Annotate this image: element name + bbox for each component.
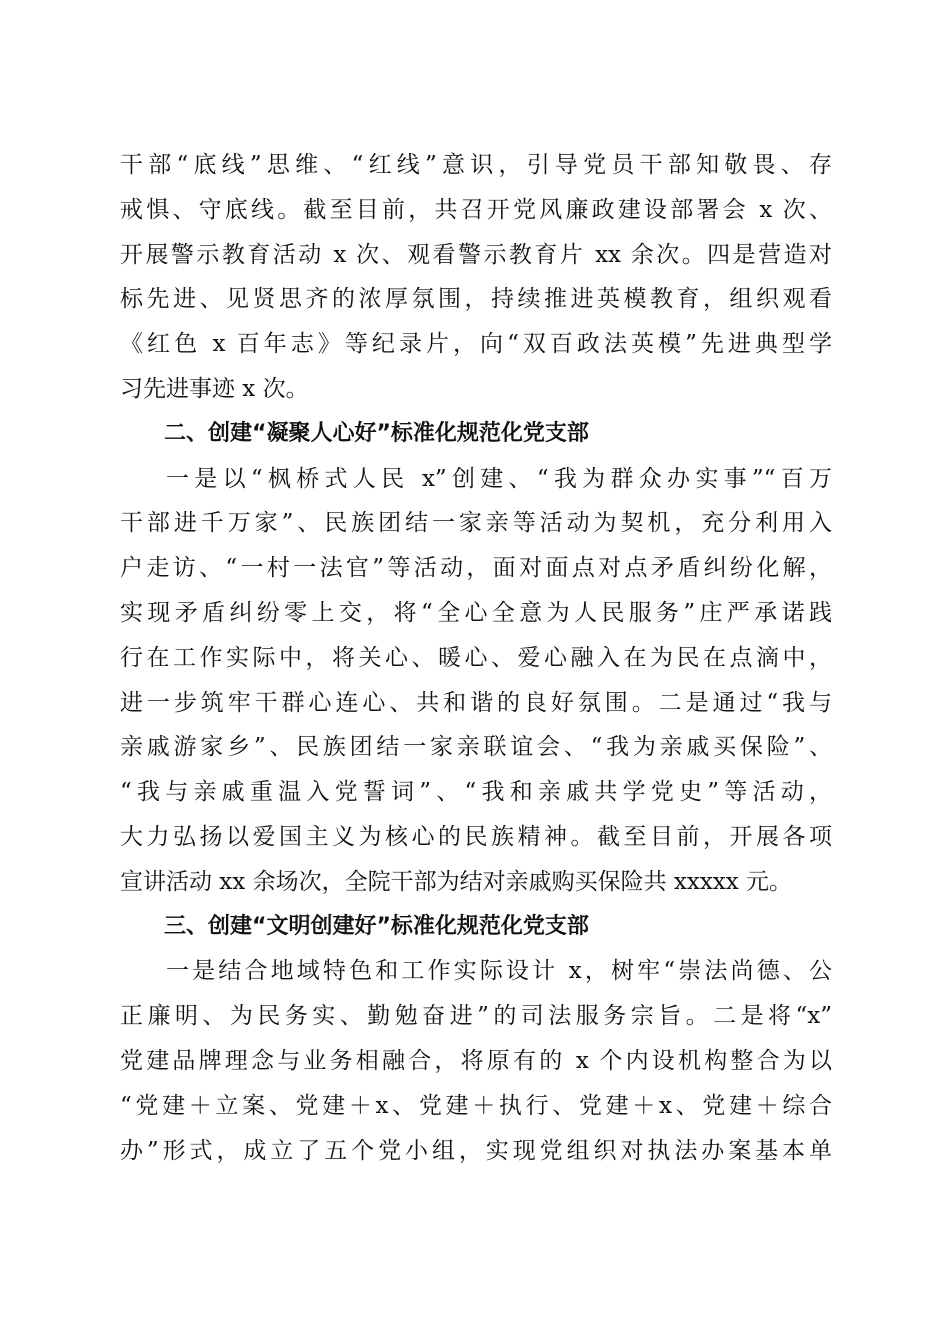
body-line: 戒惧、守底线。截至目前，共召开党风廉政建设部署会 x 次、 xyxy=(120,196,832,223)
body-line: 一是结合地域特色和工作实际设计 x，树牢“崇法尚德、公 xyxy=(166,958,832,985)
body-line: 开展警示教育活动 x 次、观看警示教育片 xx 余次。四是营造对 xyxy=(120,241,832,268)
section-heading: 二、创建“凝聚人心好”标准化规范化党支部 xyxy=(164,420,589,446)
body-line: 《红色 x 百年志》等纪录片，向“双百政法英模”先进典型学 xyxy=(120,331,832,358)
body-line: 进一步筑牢干群心连心、共和谐的良好氛围。二是通过“我与 xyxy=(120,689,832,716)
body-line: 办”形式，成立了五个党小组，实现党组织对执法办案基本单 xyxy=(120,1137,832,1164)
body-line: 户走访、“一村一法官”等活动，面对面点对点矛盾纠纷化解， xyxy=(120,555,832,582)
body-line: 干部“底线”思维、“红线”意识，引导党员干部知敬畏、存 xyxy=(120,152,832,178)
section-heading: 三、创建“文明创建好”标准化规范化党支部 xyxy=(164,913,589,939)
body-line: 标先进、见贤思齐的浓厚氛围，持续推进英模教育，组织观看 xyxy=(120,286,832,313)
body-line: 实现矛盾纠纷零上交，将“全心全意为人民服务”庄严承诺践 xyxy=(120,599,832,626)
body-line: 党建品牌理念与业务相融合，将原有的 x 个内设机构整合为以 xyxy=(120,1047,832,1074)
body-line: “党建＋立案、党建＋x、党建＋执行、党建＋x、党建＋综合 xyxy=(120,1092,832,1119)
body-line: 宣讲活动 xx 余场次，全院干部为结对亲戚购买保险共 xxxxx 元。 xyxy=(120,868,793,895)
body-line: 一是以“枫桥式人民 x”创建、“我为群众办实事”“百万 xyxy=(166,465,832,492)
body-line: “我与亲戚重温入党誓词”、“我和亲戚共学党史”等活动， xyxy=(120,779,832,806)
body-line: 干部进千万家”、民族团结一家亲等活动为契机，充分利用入 xyxy=(120,510,832,537)
body-line: 亲戚游家乡”、民族团结一家亲联谊会、“我为亲戚买保险”、 xyxy=(120,734,832,761)
body-line: 行在工作实际中，将关心、暖心、爱心融入在为民在点滴中， xyxy=(120,644,832,671)
body-line: 大力弘扬以爱国主义为核心的民族精神。截至目前，开展各项 xyxy=(120,823,832,850)
document-body xyxy=(120,143,832,1173)
body-line: 正廉明、为民务实、勤勉奋进”的司法服务宗旨。二是将“x” xyxy=(120,1003,832,1030)
body-line: 习先进事迹 x 次。 xyxy=(120,375,309,402)
